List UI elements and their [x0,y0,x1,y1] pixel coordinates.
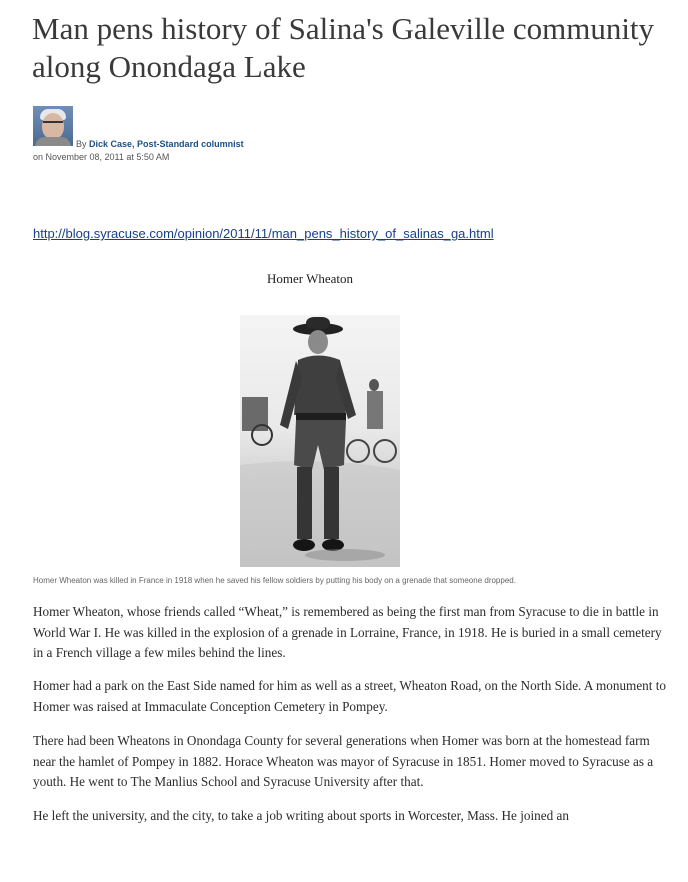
byline-prefix: By [76,139,87,149]
body-paragraph: There had been Wheatons in Onondaga County for several generations when Homer was born at the homestead farm near the hamlet of Pompey in 1882. Horace Wheaton was mayor of Syracuse in 1851. Homer moved to Syracuse as a youth. He went to The Manlius School and Syracuse University after that. [33,733,654,789]
soldier-photo-image [240,315,400,567]
article-headline: Man pens history of Salina's Galeville community along Onondaga Lake [32,11,655,84]
body-paragraph: He left the university, and the city, to take a job writing about sports in Worcester, Mass. He joined an [33,808,569,823]
avatar-glasses [43,121,63,128]
dateline: on November 08, 2011 at 5:50 AM [33,152,170,162]
source-url-link[interactable]: http://blog.syracuse.com/opinion/2011/11/man_pens_history_of_salinas_ga.html [33,226,494,241]
body-paragraph: Homer Wheaton, whose friends called “Wheat,” is remembered as being the first man from Syracuse to die in battle in World War I. He was killed in the explosion of a grenade in Lorraine, France, in 1918. He is buried in a small cemetery in a French village a few miles behind the lines. [33,604,662,660]
avatar-shirt [35,137,71,146]
photo-caption: Homer Wheaton was killed in France in 1918 when he saved his fellow soldiers by putting his body on a grenade that someone dropped. [33,576,516,585]
byline [76,139,244,149]
soldier-photo [240,315,400,567]
body-paragraph: Homer had a park on the East Side named for him as well as a street, Wheaton Road, on the North Side. A monument to Homer was raised at Immaculate Conception Cemetery in Pompey. [33,678,666,714]
author-avatar [33,106,73,146]
author-link[interactable]: Dick Case, Post-Standard columnist [89,139,244,149]
photo-title: Homer Wheaton [266,271,354,286]
